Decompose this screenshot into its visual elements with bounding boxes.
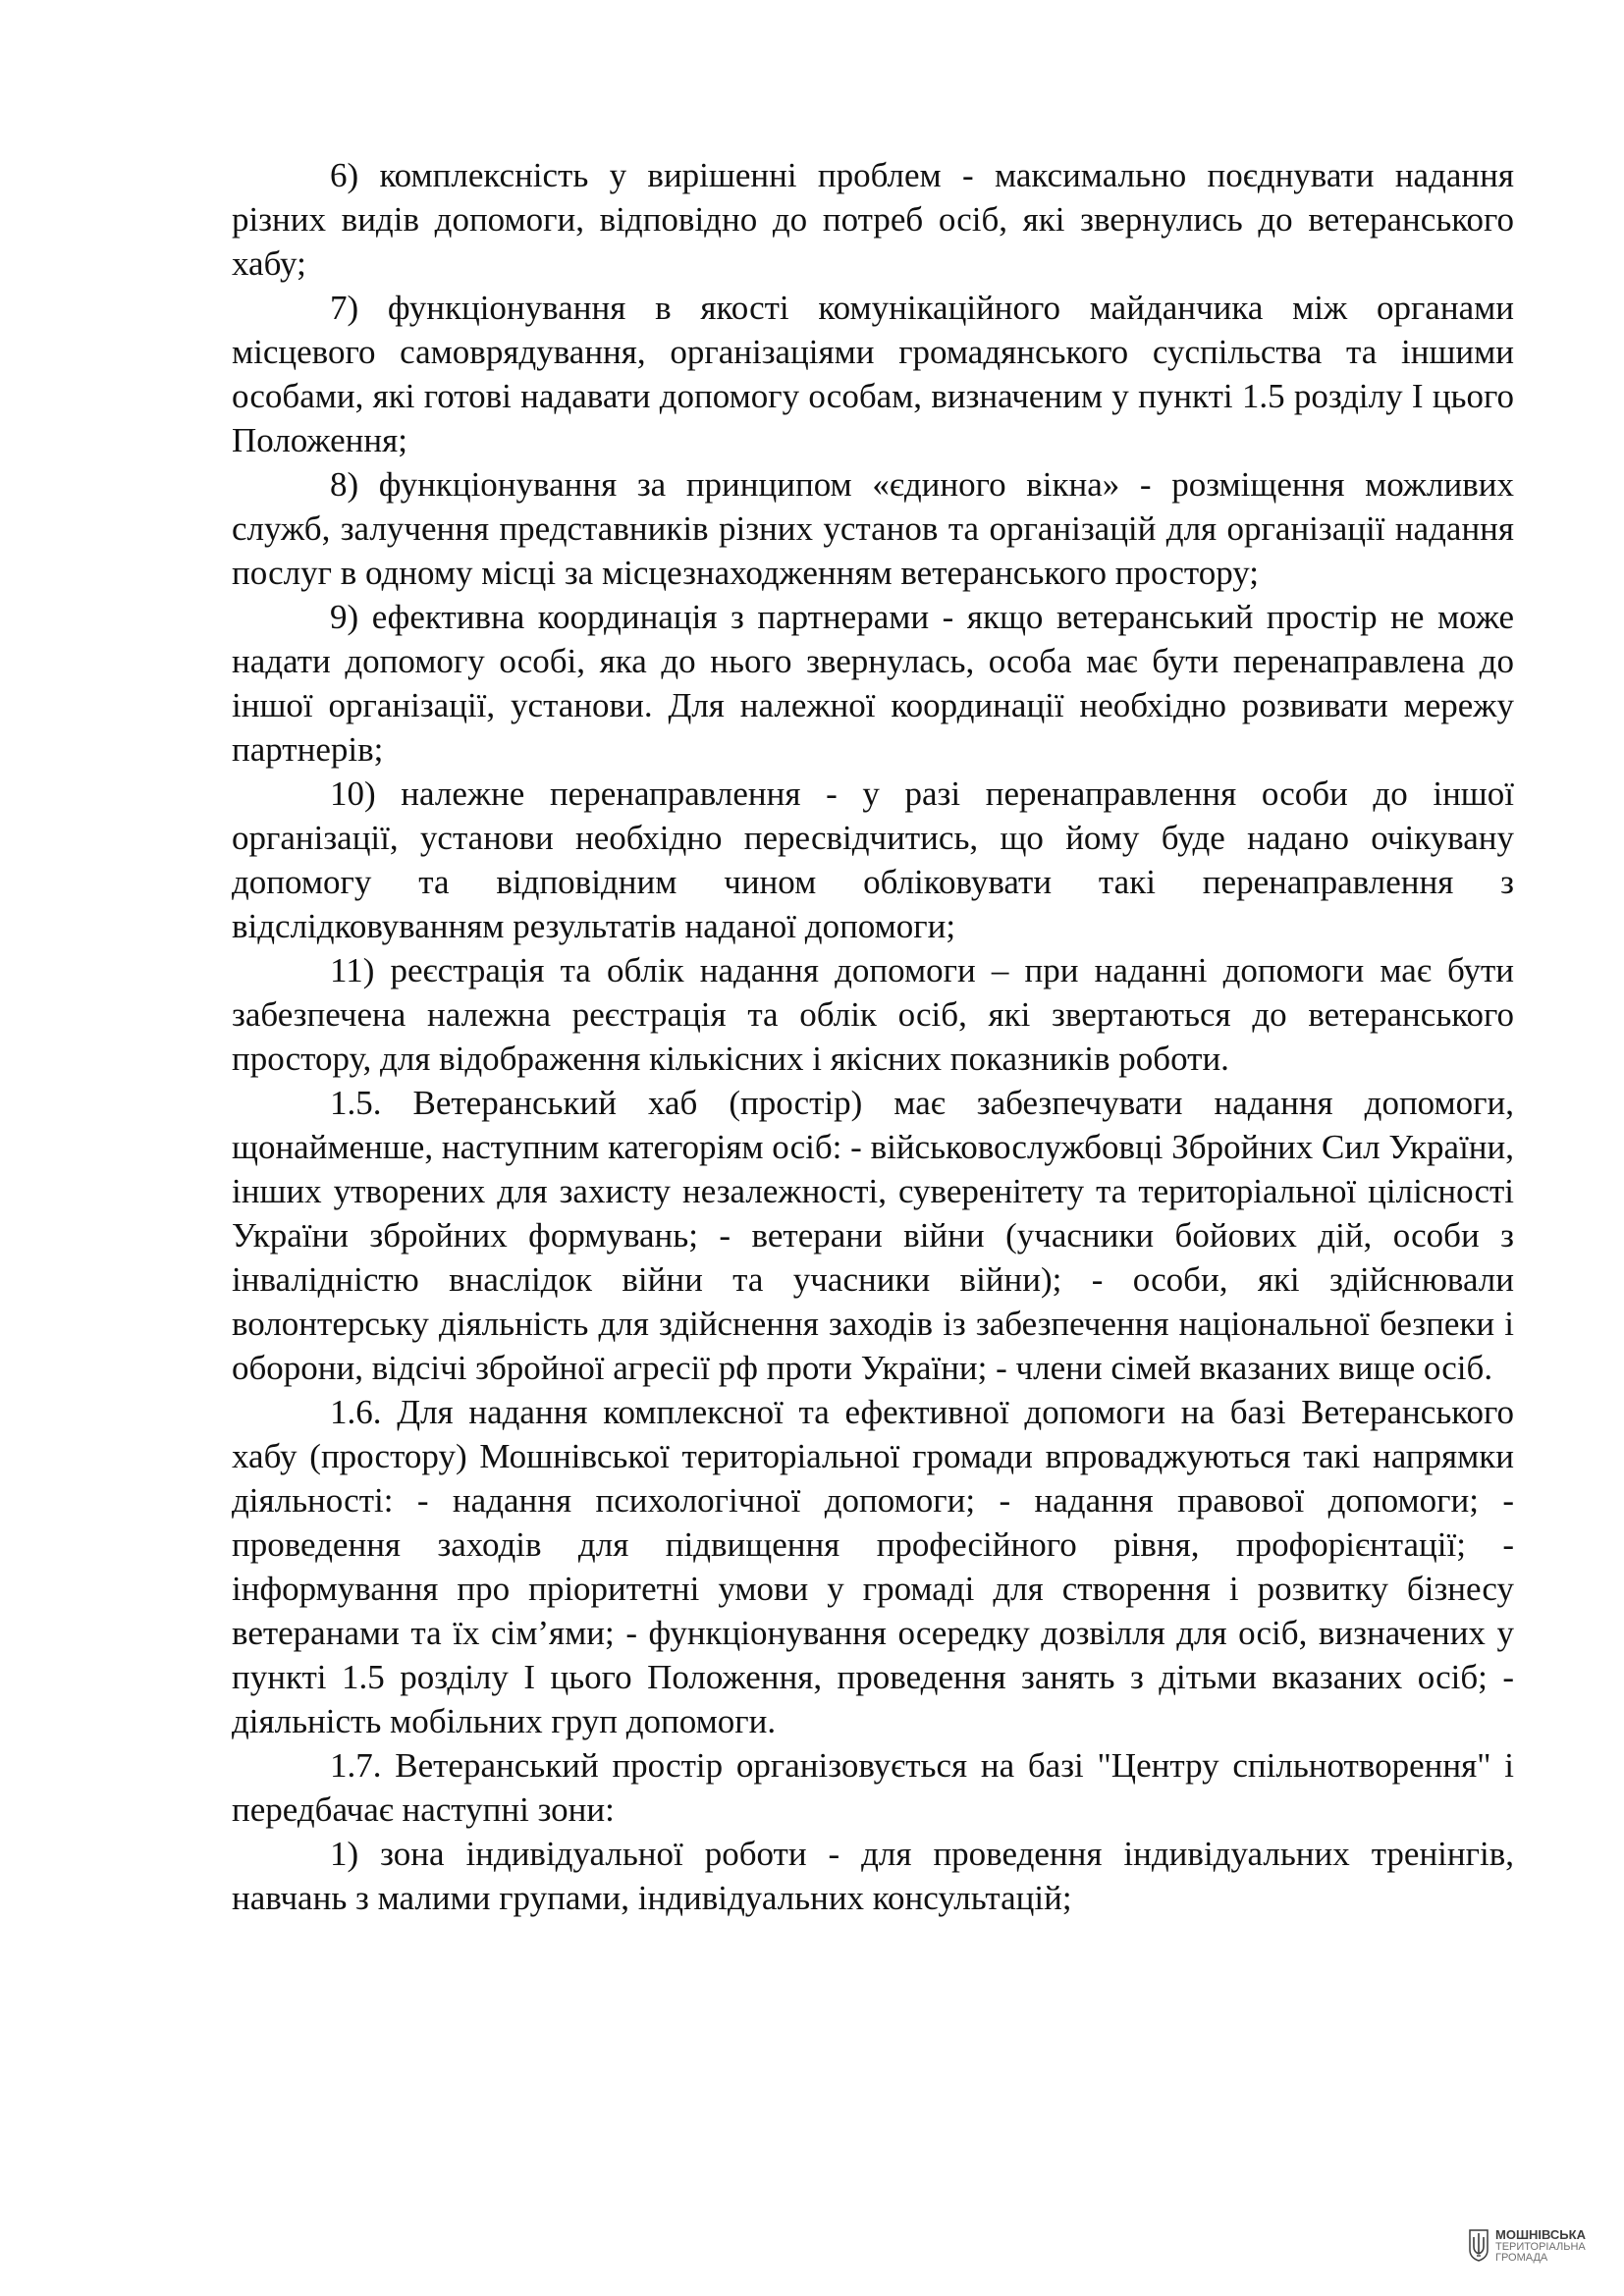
- paragraph-item-11: 11) реєстрація та облік надання допомоги – при наданні допомоги має бути забезпечена належна реєстрація та облік осіб, які звертаються до ветеранського простору, для відображення кількісних і якісних показників роботи.: [232, 951, 1514, 1078]
- watermark-line-3: ГРОМАДА: [1495, 2252, 1548, 2264]
- paragraph-item-9: 9) ефективна координація з партнерами - якщо ветеранський простір не може надати допомогу особі, яка до нього звернулась, особа має бути перенаправлена до іншої організації, установи. Для належної координації необхідно розвивати мережу партнерів;: [232, 598, 1514, 769]
- paragraph-section-1-6: 1.6. Для надання комплексної та ефективної допомоги на базі Ветеранського хабу (простору) Мошнівської територіальної громади впроваджуються такі напрямки діяльності: - надання психологічної допомоги; - надання правової допомоги; - проведення заходів для підвищення професійного рівня, профорієнтації; - інформування про пріоритетні умови у громаді для створення і розвитку бізнесу ветеранами та їх сім’ями; - функціонування осередку дозвілля для осіб, визначених у пункті 1.5 розділу I цього Положення, проведення занять з дітьми вказаних осіб; - діяльність мобільних груп допомоги.: [232, 1393, 1514, 1740]
- paragraph-zone-1: 1) зона індивідуальної роботи - для проведення індивідуальних тренінгів, навчань з малими групами, індивідуальних консультацій;: [232, 1835, 1514, 1917]
- community-watermark: [1468, 2228, 1586, 2264]
- trident-icon: [1468, 2228, 1489, 2262]
- document-page: [232, 153, 1514, 1920]
- paragraph-section-1-5: 1.5. Ветеранський хаб (простір) має забезпечувати надання допомоги, щонайменше, наступним категоріям осіб: - військовослужбовці Збройних Сил України, інших утворених для захисту незалежності, суверенітету та територіальної цілісності України збройних формувань; - ветерани війни (учасники бойових дій, особи з інвалідністю внаслідок війни та учасники війни); - особи, які здійснювали волонтерську діяльність для здійснення заходів із забезпечення національної безпеки і оборони, відсічі збройної агресії рф проти України; - члени сімей вказаних вище осіб.: [232, 1084, 1514, 1387]
- paragraph-item-6: 6) комплексність у вирішенні проблем - максимально поєднувати надання різних видів допомоги, відповідно до потреб осіб, які звернулись до ветеранського хабу;: [232, 156, 1514, 283]
- watermark-text: [1495, 2228, 1586, 2264]
- paragraph-item-7: 7) функціонування в якості комунікаційного майданчика між органами місцевого самоврядування, організаціями громадянського суспільства та іншими особами, які готові надавати допомогу особам, визначеним у пункті 1.5 розділу I цього Положення;: [232, 289, 1514, 459]
- watermark-line-2: ТЕРИТОРІАЛЬНА: [1495, 2241, 1586, 2253]
- paragraph-section-1-7: 1.7. Ветеранський простір організовується на базі "Центру спільнотворення" і передбачає наступні зони:: [232, 1746, 1514, 1829]
- watermark-line-1: МОШНІВСЬКА: [1495, 2227, 1586, 2242]
- paragraph-item-8: 8) функціонування за принципом «єдиного вікна» - розміщення можливих служб, залучення представників різних установ та організацій для організації надання послуг в одному місці за місцезнаходженням ветеранського простору;: [232, 465, 1514, 592]
- paragraph-item-10: 10) належне перенаправлення - у разі перенаправлення особи до іншої організації, установи необхідно пересвідчитись, що йому буде надано очікувану допомогу та відповідним чином обліковувати такі перенаправлення з відслідковуванням результатів наданої допомоги;: [232, 774, 1514, 945]
